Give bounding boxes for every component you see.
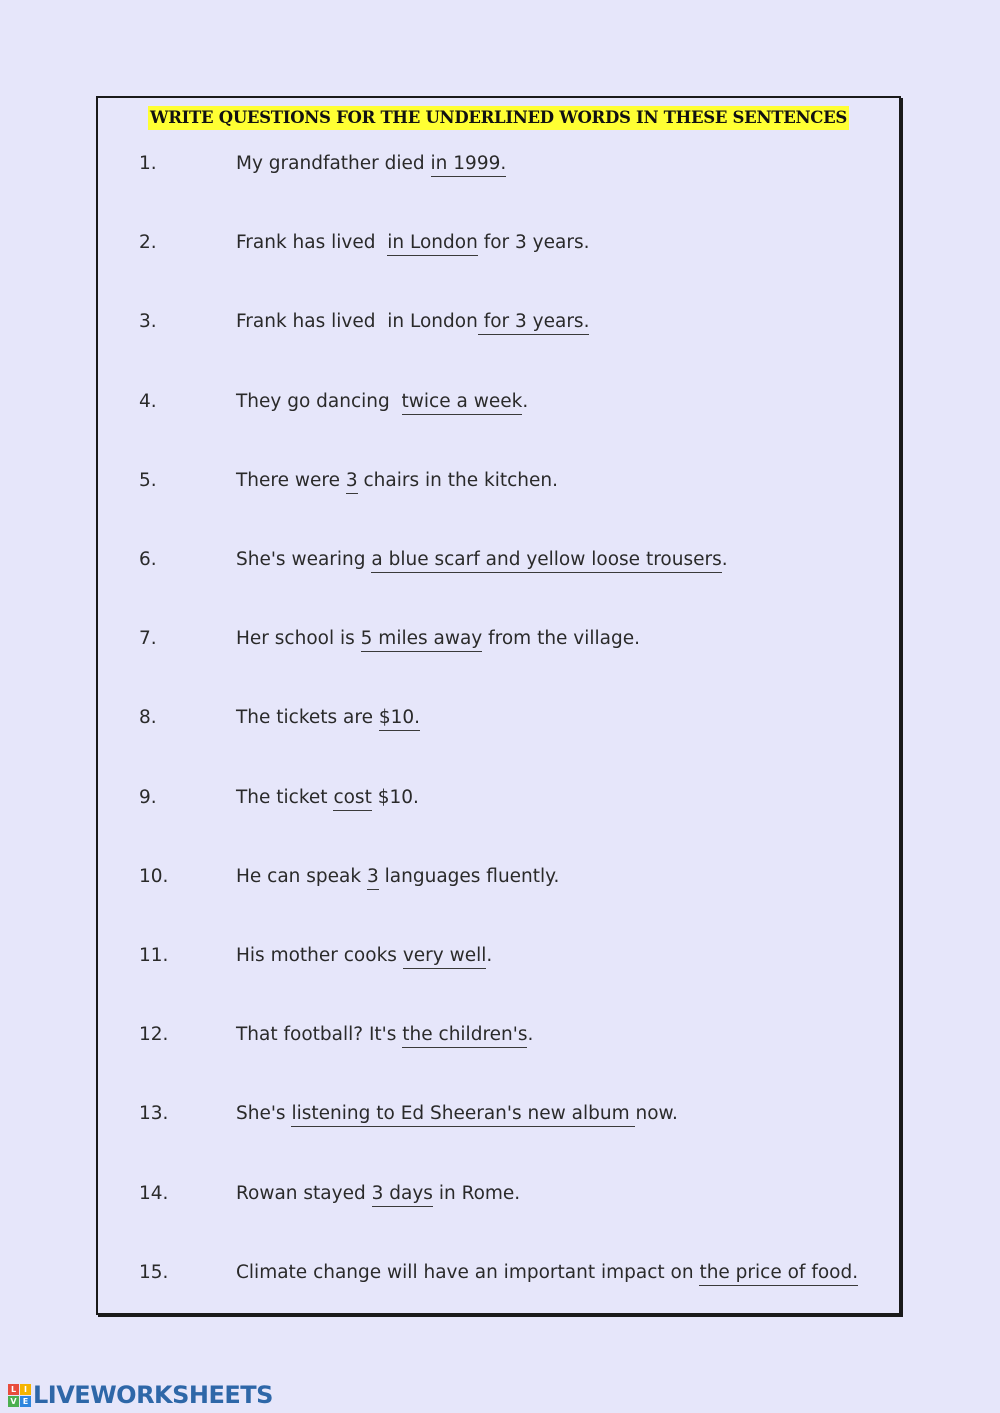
underlined-phrase: in 1999.	[431, 153, 507, 177]
sentence-text: They go dancing	[236, 390, 402, 412]
underlined-phrase: the price of food.	[699, 1262, 858, 1286]
sentence-text: Frank has lived	[236, 232, 388, 254]
liveworksheets-brand	[8, 1380, 273, 1410]
question-sentence	[236, 862, 559, 892]
sentence-text: from the village.	[482, 628, 641, 650]
underlined-phrase: 3	[346, 470, 358, 494]
question-sentence	[236, 387, 528, 417]
sentence-text: languages fluently.	[378, 865, 560, 887]
sentence-text: There were	[236, 469, 346, 491]
sentence-text: Frank has lived in London	[236, 311, 478, 333]
question-number: 3.	[139, 311, 157, 333]
question-row	[98, 941, 899, 971]
sentence-text: The tickets are	[236, 707, 379, 729]
question-row	[98, 149, 899, 179]
question-row	[98, 783, 899, 813]
worksheet-title: WRITE QUESTIONS FOR THE UNDERLINED WORDS IN THESE SENTENCES	[148, 106, 849, 130]
underlined-phrase: twice a week	[402, 391, 523, 415]
question-sentence	[236, 1099, 678, 1129]
sentence-text: now.	[635, 1103, 678, 1125]
sentence-text: She's wearing	[236, 549, 372, 570]
question-sentence	[236, 149, 506, 179]
sentence-text: He can speak	[236, 865, 367, 887]
question-row	[98, 862, 899, 892]
underlined-phrase: in London	[387, 232, 478, 256]
brand-name: LIVEWORKSHEETS	[33, 1381, 273, 1409]
question-row	[98, 387, 899, 417]
underlined-phrase: for 3 years.	[478, 311, 590, 335]
question-number: 11.	[139, 945, 169, 966]
question-sentence	[236, 783, 419, 813]
logo-tile: I	[20, 1384, 31, 1395]
question-row	[98, 466, 899, 496]
question-row	[98, 624, 899, 654]
question-row	[98, 1258, 899, 1288]
question-sentence	[236, 228, 589, 258]
underlined-phrase: 3	[367, 866, 379, 890]
underlined-phrase: a blue scarf and yellow loose trousers	[371, 549, 721, 573]
question-number: 5.	[139, 469, 157, 491]
question-number: 1.	[139, 153, 157, 174]
question-number: 7.	[139, 628, 157, 650]
logo-tile: E	[20, 1396, 31, 1407]
sentence-text: for 3 years.	[477, 232, 590, 254]
question-sentence	[236, 307, 589, 337]
sentence-text: .	[721, 549, 728, 570]
question-sentence	[236, 1258, 858, 1288]
sentence-text: Her school is	[236, 628, 361, 650]
question-sentence	[236, 941, 492, 971]
sentence-text: My grandfather died	[236, 153, 431, 174]
question-sentence	[236, 1179, 520, 1209]
underlined-phrase: 5 miles away	[361, 628, 483, 652]
question-sentence	[236, 703, 420, 733]
question-row	[98, 228, 899, 258]
question-row	[98, 703, 899, 733]
sentence-text: $10.	[371, 786, 419, 808]
question-row	[98, 1179, 899, 1209]
sentence-text: .	[522, 390, 529, 412]
question-number: 13.	[139, 1103, 169, 1125]
question-number: 2.	[139, 232, 157, 254]
question-number: 12.	[139, 1024, 169, 1046]
sentence-text: Rowan stayed	[236, 1182, 372, 1204]
underlined-phrase: very well	[403, 945, 487, 969]
question-sentence	[236, 624, 640, 654]
sentence-text: .	[527, 1024, 534, 1046]
sentence-text: chairs in the kitchen.	[357, 469, 558, 491]
sentence-text: .	[486, 945, 493, 966]
sentence-text: The ticket	[236, 786, 334, 808]
question-number: 10.	[139, 865, 169, 887]
question-number: 9.	[139, 786, 157, 808]
question-row	[98, 1099, 899, 1129]
question-sentence	[236, 545, 728, 575]
question-number: 8.	[139, 707, 157, 729]
question-number: 4.	[139, 390, 157, 412]
underlined-phrase: $10.	[379, 707, 420, 731]
underlined-phrase: 3 days	[372, 1183, 433, 1207]
question-number: 14.	[139, 1182, 169, 1204]
logo-tile: V	[8, 1396, 19, 1407]
sentence-text: His mother cooks	[236, 945, 403, 966]
logo-tile: L	[8, 1384, 19, 1395]
underlined-phrase: cost	[333, 787, 371, 811]
underlined-phrase: listening to Ed Sheeran's new album	[291, 1103, 635, 1127]
question-sentence	[236, 1020, 533, 1050]
title-container	[98, 106, 899, 130]
question-number: 6.	[139, 549, 157, 570]
question-row	[98, 1020, 899, 1050]
question-sentence	[236, 466, 558, 496]
sentence-text: Climate change will have an important impact on	[236, 1261, 700, 1283]
liveworksheets-logo-icon	[8, 1384, 31, 1407]
question-row	[98, 545, 899, 575]
question-row	[98, 307, 899, 337]
question-number: 15.	[139, 1261, 169, 1283]
underlined-phrase: the children's	[402, 1024, 527, 1048]
sentence-text: in Rome.	[432, 1182, 521, 1204]
sentence-text: That football? It's	[236, 1024, 403, 1046]
worksheet-frame	[96, 96, 901, 1315]
sentence-text: She's	[236, 1103, 292, 1125]
